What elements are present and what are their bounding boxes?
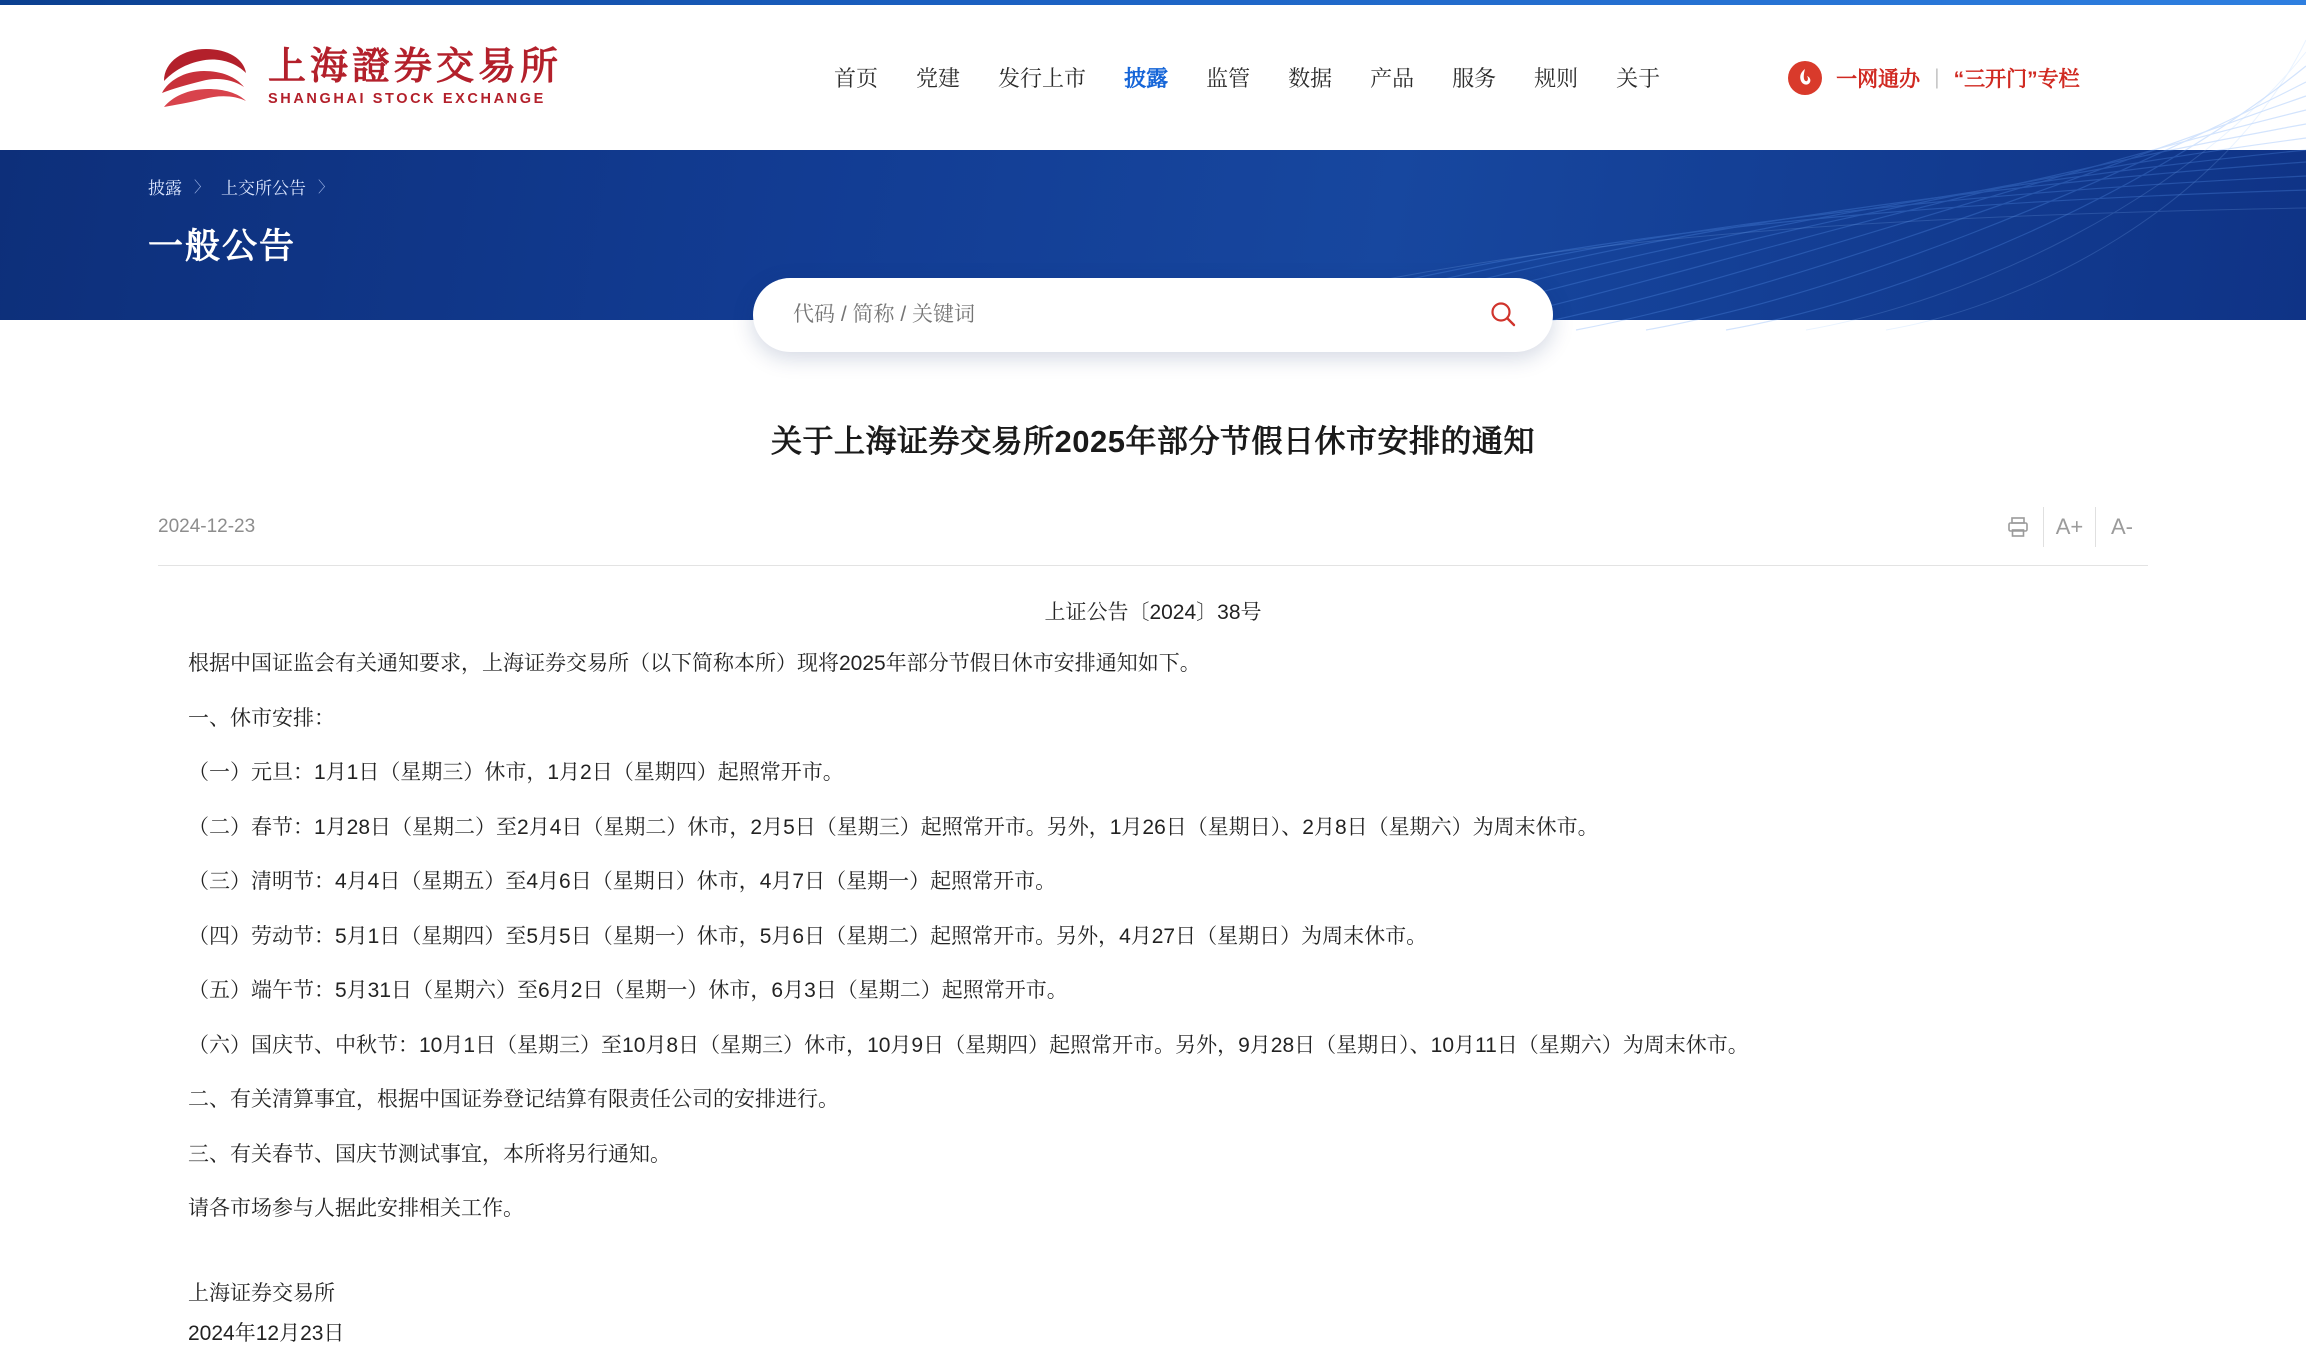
article-paragraph: （一）元旦：1月1日（星期三）休市，1月2日（星期四）起照常开市。 [188,761,844,785]
document-number: 上证公告〔2024〕38号 [1044,601,1262,624]
search-bar[interactable] [753,278,1553,352]
article-signature-block [158,1274,2148,1354]
article-container [0,320,2306,1354]
article-paragraph: （三）清明节：4月4日（星期五）至4月6日（星期日）休市，4月7日（星期一）起照常开市。 [188,870,1057,894]
article-paragraph: 请各市场参与人据此安排相关工作。 [188,1197,524,1221]
font-increase-icon[interactable]: A+ [2044,507,2096,547]
breadcrumb-separator-2: 〉 [318,179,334,196]
site-header [0,5,2306,150]
article-paragraph: 根据中国证监会有关通知要求，上海证券交易所（以下简称本所）现将2025年部分节假日休市安排通知如下。 [188,652,1201,675]
nav-item-products[interactable]: 产品 [1370,66,1415,91]
nav-item-home[interactable]: 首页 [834,66,879,91]
nav-item-party[interactable]: 党建 [916,66,961,91]
article-paragraph: （四）劳动节：5月1日（星期四）至5月5日（星期一）休市，5月6日（星期二）起照常开市。另外，4月27日（星期日）为周末休市。 [188,924,1428,948]
breadcrumb-separator: 〉 [194,179,210,196]
gov-column-label: “三开门”专栏 [1953,67,2080,91]
article-paragraph: 二、有关清算事宜，根据中国证券登记结算有限责任公司的安排进行。 [188,1088,839,1112]
logo-text-cn: 上海證券交易所 [268,45,563,88]
article-paragraph: （五）端午节：5月31日（星期六）至6月2日（星期一）休市，6月3日（星期二）起照常开市。 [188,979,1068,1003]
site-logo[interactable] [158,45,562,111]
breadcrumb [148,174,2306,199]
font-decrease-icon[interactable]: A- [2111,514,2133,539]
gov-service-link[interactable] [1788,61,2079,95]
gov-service-label: 一网通办 [1836,67,1921,91]
search-icon [1488,299,1518,332]
nav-item-regulation[interactable]: 监管 [1206,66,1251,91]
main-nav [834,62,1660,93]
article-meta-row [158,507,2148,566]
search-button[interactable] [1479,291,1527,339]
nav-item-disclosure[interactable]: 披露 [1124,66,1169,91]
article-tools [1992,507,2148,547]
nav-item-issuance[interactable]: 发行上市 [998,66,1087,91]
gov-separator: | [1934,65,1940,89]
article-title: 关于上海证券交易所2025年部分节假日休市安排的通知 [771,424,1535,459]
search-input[interactable] [793,303,1479,327]
nav-item-services[interactable]: 服务 [1452,66,1497,91]
article-paragraph: 三、有关春节、国庆节测试事宜，本所将另行通知。 [188,1142,671,1166]
signature-date: 2024年12月23日 [188,1321,345,1345]
nav-item-about[interactable]: 关于 [1616,66,1661,91]
sse-logo-icon [158,45,250,111]
gov-service-icon [1788,61,1822,95]
breadcrumb-item-sse-announcements[interactable]: 上交所公告 [221,179,307,198]
print-icon[interactable] [1992,507,2044,547]
article-date: 2024-12-23 [158,516,256,537]
article-paragraph: （二）春节：1月28日（星期二）至2月4日（星期二）休市，2月5日（星期三）起照常开市。另外，1月26日（星期日）、2月8日（星期六）为周末休市。 [188,815,1599,839]
article-paragraph: （六）国庆节、中秋节：10月1日（星期三）至10月8日（星期三）休市，10月9日（星期四）起照常开市。另外，9月28日（星期日）、10月11日（星期六）为周末休市。 [188,1033,1749,1057]
article-paragraph: 一、休市安排： [188,706,335,730]
nav-item-data[interactable]: 数据 [1288,66,1333,91]
signature-org: 上海证券交易所 [188,1282,335,1306]
breadcrumb-item-disclosure[interactable]: 披露 [148,179,182,198]
page-title: 一般公告 [148,227,297,266]
logo-text-en: SHANGHAI STOCK EXCHANGE [268,91,546,108]
nav-item-rules[interactable]: 规则 [1534,66,1579,91]
